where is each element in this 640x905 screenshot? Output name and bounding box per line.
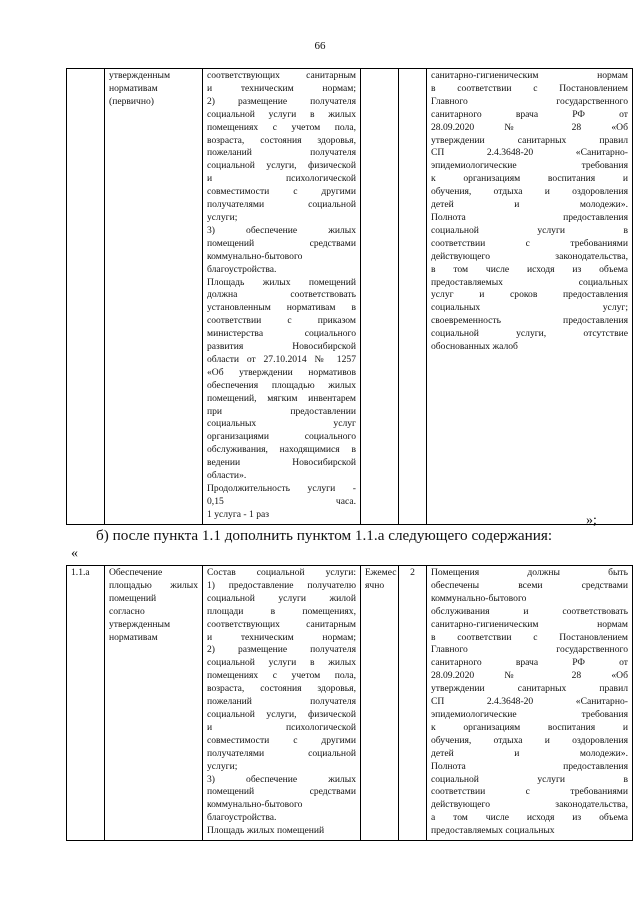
text-line: Полнота предоставления [431,211,628,223]
text-line: площади в помещениях, [207,605,356,617]
lines-frequency [365,567,397,593]
text-line: социальной услуги в жилых [207,108,356,120]
text-line: «Об утверждении нормативов [207,366,356,378]
lines-quality [431,70,628,354]
text-line: помещениях с учетом пола, [207,121,356,133]
text-line: Площадь жилых помещений [207,276,356,288]
text-line: возраста, состояния здоровья, [207,683,356,695]
text-line: помещениях с учетом пола, [207,670,356,682]
text-line: Продолжительность услуги - [207,483,356,494]
text-line: обслуживания и соответствовать [431,605,628,617]
text-line: социальной услуги в [431,773,628,785]
text-line: области». [207,470,247,482]
text-line: детей и молодежи». [431,747,628,759]
text-line: 0,15 часа. [207,495,356,507]
text-line: обеспечены всеми средствами [431,579,628,591]
services-table-continued [66,68,633,525]
text-line: соответствующих санитарным [207,70,356,81]
text-line: социальных услуг; [431,302,628,314]
text-line: услуги; [207,760,238,772]
text-line: Главного государственного [431,644,628,656]
text-line: коммунально-бытового [207,799,303,811]
text-line: благоустройства. [207,263,277,275]
text-line: утвержденным [109,70,171,81]
text-line: области от 27.10.2014 № 1257 [207,353,356,365]
text-line: коммунально-бытового [431,592,527,604]
text-line: коммунально-бытового [207,250,303,262]
text-line: помещений средствами [207,786,356,798]
text-line: в соответствии с Постановлением [431,82,628,94]
text-line: нормативам [109,631,158,643]
text-line: эпидемиологические требования [431,708,628,720]
text-line: действующего законодательства, [431,799,628,811]
text-line: а том числе исходя из объема [431,812,628,824]
text-line: обучения, отдыха и оздоровления [431,186,628,198]
text-line: благоустройства. [207,812,277,824]
text-line: нормативам [109,82,158,94]
text-line: и техническим нормам; [207,631,356,643]
cell-quality-indicators [427,566,633,841]
lines-name [109,567,198,644]
text-line: получателями социальной [207,747,356,759]
text-line: своевременность предоставления [431,315,628,327]
lines-description [207,70,356,522]
text-line: помещений средствами [207,237,356,249]
text-line: в том числе исходя из объема [431,263,628,275]
text-line: к организациям воспитания и [431,721,628,733]
text-line: и психологической [207,721,356,733]
text-line: Полнота предоставления [431,760,628,772]
text-line: в соответствии с Постановлением [431,631,628,643]
text-line: площадью жилых [109,579,198,591]
table-row [67,69,633,525]
text-line: 1) предоставление получателю [207,579,356,591]
text-line: согласно [109,605,145,617]
cell-service-description [203,69,361,525]
text-line: услуги; [207,211,238,223]
text-line: услуг и сроков предоставления [431,289,628,301]
text-line: совместимости с другими [207,186,356,198]
text-line: 3) обеспечение жилых [207,773,356,785]
cell-count: 2 [399,566,427,841]
text-line: пожеланий получателя [207,696,356,708]
text-line: СП 2.4.3648-20 «Санитарно- [431,696,628,708]
text-line: детей и молодежи». [431,199,628,211]
lines-name [109,70,198,109]
table-row [67,566,633,841]
text-line: предоставляемых социальных [431,825,555,837]
text-line: помещений, мягким инвентарем [207,392,356,404]
text-line: 2) размещение получателя [207,644,356,656]
text-line: Ежемес [365,567,397,578]
text-line: развития Новосибирской [207,341,356,353]
text-line: 1 услуга - 1 раз [207,508,270,520]
text-line: установленным нормативам в [207,302,356,314]
page-number: 66 [314,40,326,52]
cell-service-name [105,69,203,525]
text-line: Помещения должны быть [431,567,628,578]
text-line: обучения, отдыха и оздоровления [431,734,628,746]
text-line: социальной услуги, физической [207,708,356,720]
text-line: социальной услуги, физической [207,160,356,172]
text-line: соответствии с требованиями [431,237,628,249]
text-line: социальной услуги, отсутствие [431,328,628,340]
text-line: 2) размещение получателя [207,95,356,107]
text-line: (первично) [109,95,154,107]
text-line: социальной услуги в жилых [207,657,356,669]
text-line: утвержденным [109,618,171,630]
cell-count [399,69,427,525]
text-line: организациями социального [207,431,356,443]
text-line: социальной услуги в [431,224,628,236]
text-line: 28.09.2020 № 28 «Об [431,121,628,133]
text-line: действующего законодательства, [431,250,628,262]
cell-quality-indicators [427,69,633,525]
text-line: обеспечения площадью жилых [207,379,356,391]
text-line: должна соответствовать [207,289,356,301]
text-line: соответствующих санитарным [207,618,356,630]
text-line: санитарно-гигиеническим нормам [431,618,628,630]
text-line: совместимости с другими [207,734,356,746]
text-line: пожеланий получателя [207,147,356,159]
text-line: ячно [365,579,385,591]
lines-description [207,567,356,838]
text-line: министерства социального [207,328,356,340]
opening-quote: « [71,546,78,561]
text-line: социальных услуг [207,418,356,430]
text-line: и техническим нормам; [207,82,356,94]
text-line: Площадь жилых помещений [207,825,325,837]
text-line: Состав социальной услуги: [207,567,356,578]
text-line: социальной услуги жилой [207,592,356,604]
text-line: 28.09.2020 № 28 «Об [431,670,628,682]
text-line: обоснованных жалоб [431,341,518,353]
cell-number [67,69,105,525]
text-line: Главного государственного [431,95,628,107]
text-line: получателями социальной [207,199,356,211]
text-line: СП 2.4.3648-20 «Санитарно- [431,147,628,159]
text-line: помещений [109,592,157,604]
text-line: санитарно-гигиеническим нормам [431,70,628,81]
text-line: эпидемиологические требования [431,160,628,172]
text-line: предоставляемых социальных [431,276,628,288]
closing-quote: »; [586,513,597,528]
amendment-heading: б) после пункта 1.1 дополнить пунктом 1.1.а следующего содержания: [96,527,553,544]
cell-frequency [361,566,399,841]
text-line: Обеспечение [109,567,163,578]
text-line: соответствии с требованиями [431,786,628,798]
text-line: санитарного врача РФ от [431,108,628,120]
text-line: обслуживания, находящимися в [207,444,356,456]
text-line: санитарного врача РФ от [431,657,628,669]
text-line: и психологической [207,173,356,185]
cell-number: 1.1.а [67,566,105,841]
text-line: возраста, состояния здоровья, [207,134,356,146]
text-line: ведении Новосибирской [207,457,356,469]
cell-service-name [105,566,203,841]
lines-quality [431,567,628,838]
text-line: к организациям воспитания и [431,173,628,185]
cell-frequency [361,69,399,525]
text-line: 3) обеспечение жилых [207,224,356,236]
text-line: при предоставлении [207,405,356,417]
text-line: соответствии с приказом [207,315,356,327]
text-line: утверждении санитарных правил [431,683,628,695]
cell-service-description [203,566,361,841]
text-line: утверждении санитарных правил [431,134,628,146]
services-table-new-item [66,565,633,841]
